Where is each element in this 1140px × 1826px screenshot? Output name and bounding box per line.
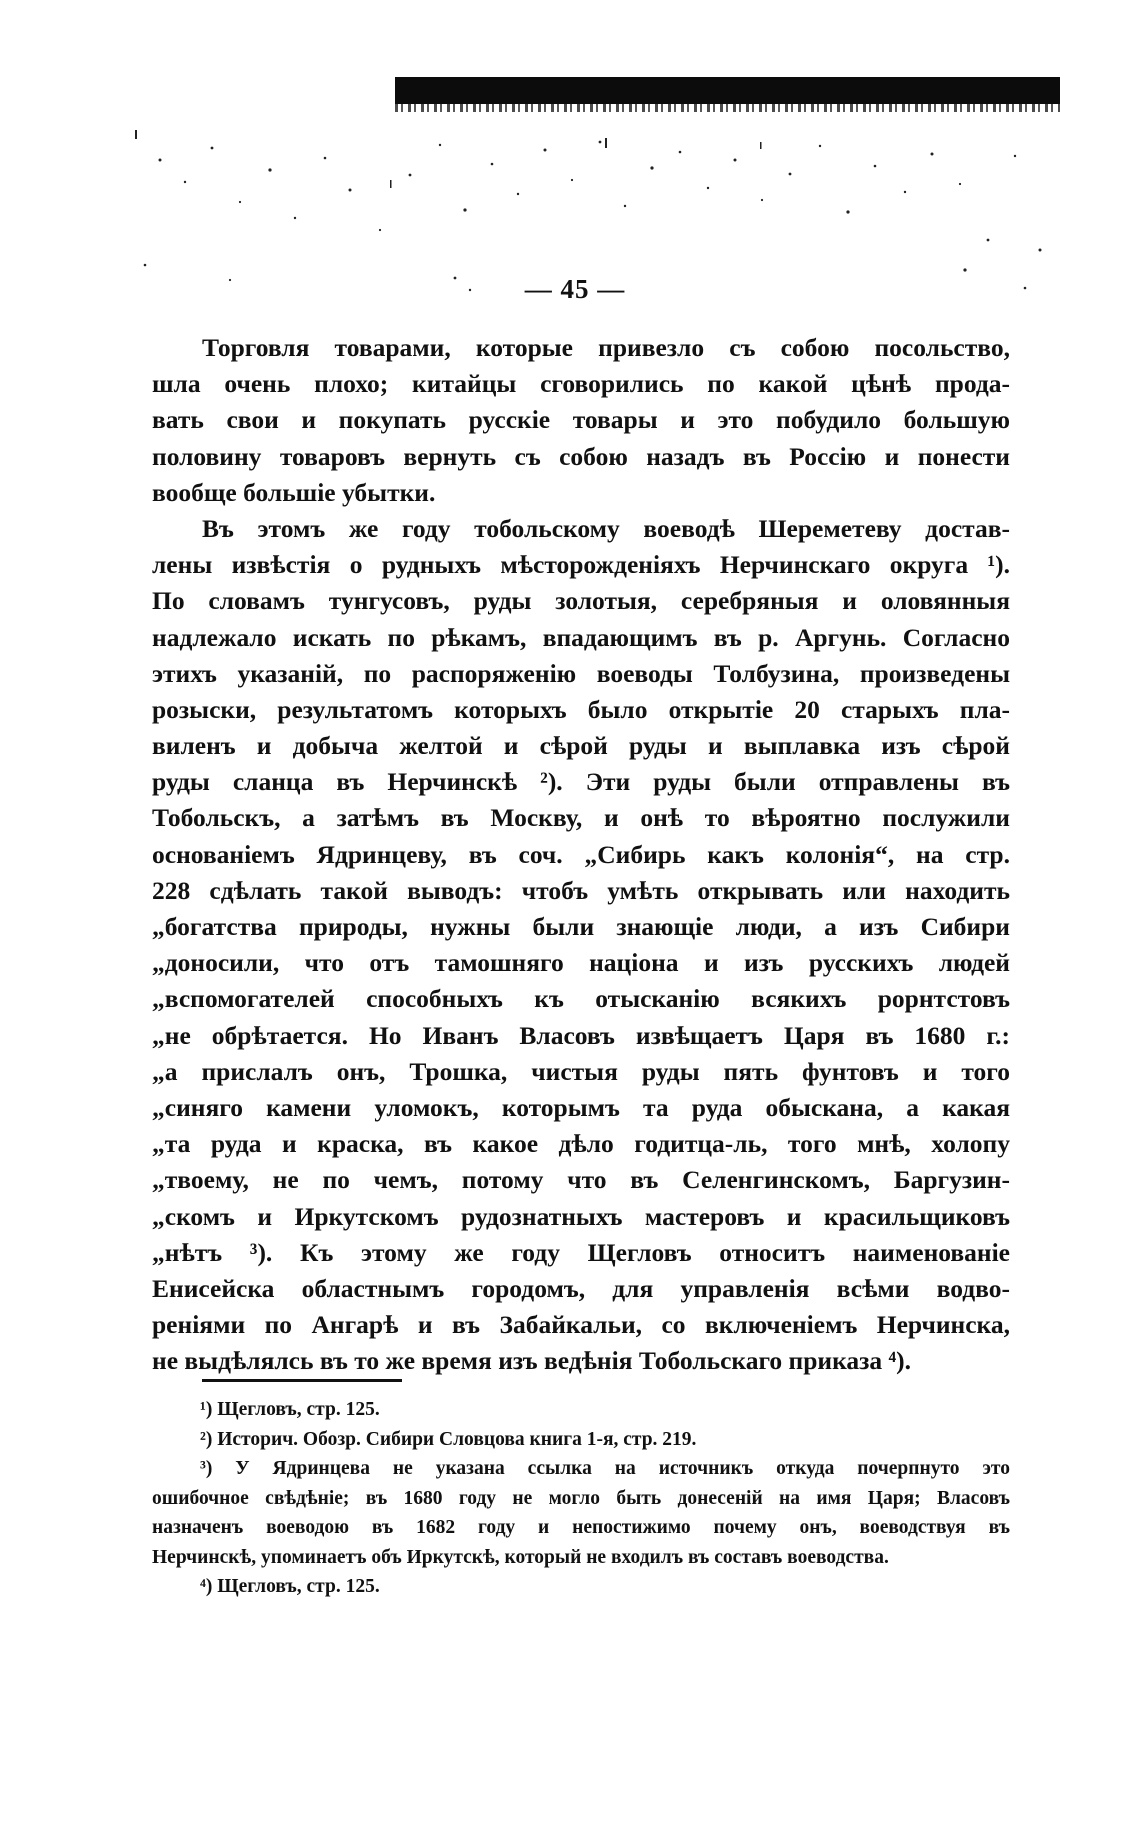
body-line: реніями по Ангарѣ и въ Забайкальи, со включеніемъ Нерчинска, — [152, 1310, 1010, 1340]
footnote-line: ²) Историч. Обозр. Сибири Словцова книга 1-я, стр. 219. — [200, 1428, 697, 1450]
page-number: — 45 — — [524, 274, 626, 304]
scan-top-bar-edge — [395, 104, 1060, 112]
body-line: „твоему, не по чемъ, потому что въ Селенгинскомъ, Баргузин- — [152, 1165, 1010, 1195]
body-line: лены извѣстія о рудныхъ мѣсторожденіяхъ Нерчинскаго округа ¹). — [152, 550, 1010, 580]
main-text-body — [152, 330, 1010, 1379]
footnote-line: назначенъ воеводою въ 1682 году и непостижимо почему онъ, воеводствуя въ — [152, 1517, 1010, 1538]
body-line: надлежало искать по рѣкамъ, впадающимъ въ р. Аргунь. Согласно — [152, 622, 1010, 652]
body-line: „скомъ и Иркутскомъ рудознатныхъ мастеровъ и красильщиковъ — [152, 1201, 1010, 1231]
body-line: „доносили, что отъ тамошняго націона и изъ русскихъ людей — [152, 948, 1010, 978]
body-line: Въ этомъ же году тобольскому воеводѣ Шереметеву достав- — [202, 513, 1010, 543]
body-line: основаніемъ Ядринцеву, въ соч. „Сибирь какъ колонія“, на стр. — [152, 839, 1010, 869]
body-line: Торговля товарами, которые привезло съ собою посольство, — [202, 333, 1010, 362]
body-line: виленъ и добыча желтой и сѣрой руды и выплавка изъ сѣрой — [152, 731, 1010, 761]
body-line: „не обрѣтается. Но Иванъ Власовъ извѣщаетъ Царя въ 1680 г.: — [152, 1020, 1010, 1050]
footnote-line: ошибочное свѣдѣніе; въ 1680 году не могло быть донесеній на имя Царя; Власовъ — [152, 1487, 1010, 1509]
footnote-line: ³) У Ядринцева не указана ссылка на источникъ откуда почерпнуто это — [200, 1458, 1010, 1479]
body-line: 228 сдѣлать такой выводъ: чтобъ умѣть открывать или находить — [152, 875, 1010, 905]
body-line: этихъ указаній, по распоряженію воеводы Толбузина, произведены — [152, 658, 1010, 688]
footnote-line: Нерчинскѣ, упоминаетъ объ Иркутскѣ, который не входилъ въ составъ воеводства. — [152, 1546, 889, 1568]
body-line: розыски, результатомъ которыхъ было открытіе 20 старыхъ пла- — [152, 694, 1010, 724]
body-line: половину товаровъ вернуть съ собою назадъ въ Россію и понести — [152, 441, 1010, 471]
body-line: руды сланца въ Нерчинскѣ ²). Эти руды были отправлены въ — [152, 767, 1010, 797]
body-line: „та руда и краска, въ какое дѣло годитца-ль, того мнѣ, холопу — [152, 1129, 1010, 1159]
body-line: „синяго камени уломокъ, которымъ та руда обыскана, а какая — [152, 1092, 1010, 1122]
scan-top-black-bar — [395, 77, 1060, 104]
body-line: По словамъ тунгусовъ, руды золотыя, серебряныя и оловянныя — [152, 586, 1010, 616]
body-line: Тобольскъ, а затѣмъ въ Москву, и онѣ то вѣроятно послужили — [152, 803, 1010, 833]
footnote-line: ¹) Щегловъ, стр. 125. — [200, 1399, 380, 1420]
body-line: „богатства природы, нужны были знающіе люди, а изъ Сибири — [152, 912, 1010, 941]
footnote-line: ⁴) Щегловъ, стр. 125. — [200, 1576, 380, 1597]
body-line: шла очень плохо; китайцы сговорились по какой цѣнѣ прода- — [152, 369, 1010, 399]
body-line: „а прислалъ онъ, Трошка, чистыя руды пять фунтовъ и того — [152, 1056, 1010, 1086]
body-line: вать свои и покупать русскіе товары и это побудило большую — [152, 405, 1010, 435]
body-line: Енисейска областнымъ городомъ, для управленія всѣми водво- — [152, 1273, 1010, 1303]
body-line: вообще большіе убытки. — [152, 477, 436, 507]
body-line: „вспомогателей способныхъ къ отысканію всякихъ рорнтстовъ — [152, 984, 1010, 1014]
body-line: не выдѣлялсь въ то же время изъ ведѣнія Тобольскаго приказа ⁴). — [152, 1346, 912, 1376]
footnotes — [152, 1395, 1010, 1602]
body-line: „нѣтъ ³). Къ этому же году Щегловъ относитъ наименованіе — [152, 1237, 1010, 1267]
footnote-divider — [202, 1379, 402, 1382]
